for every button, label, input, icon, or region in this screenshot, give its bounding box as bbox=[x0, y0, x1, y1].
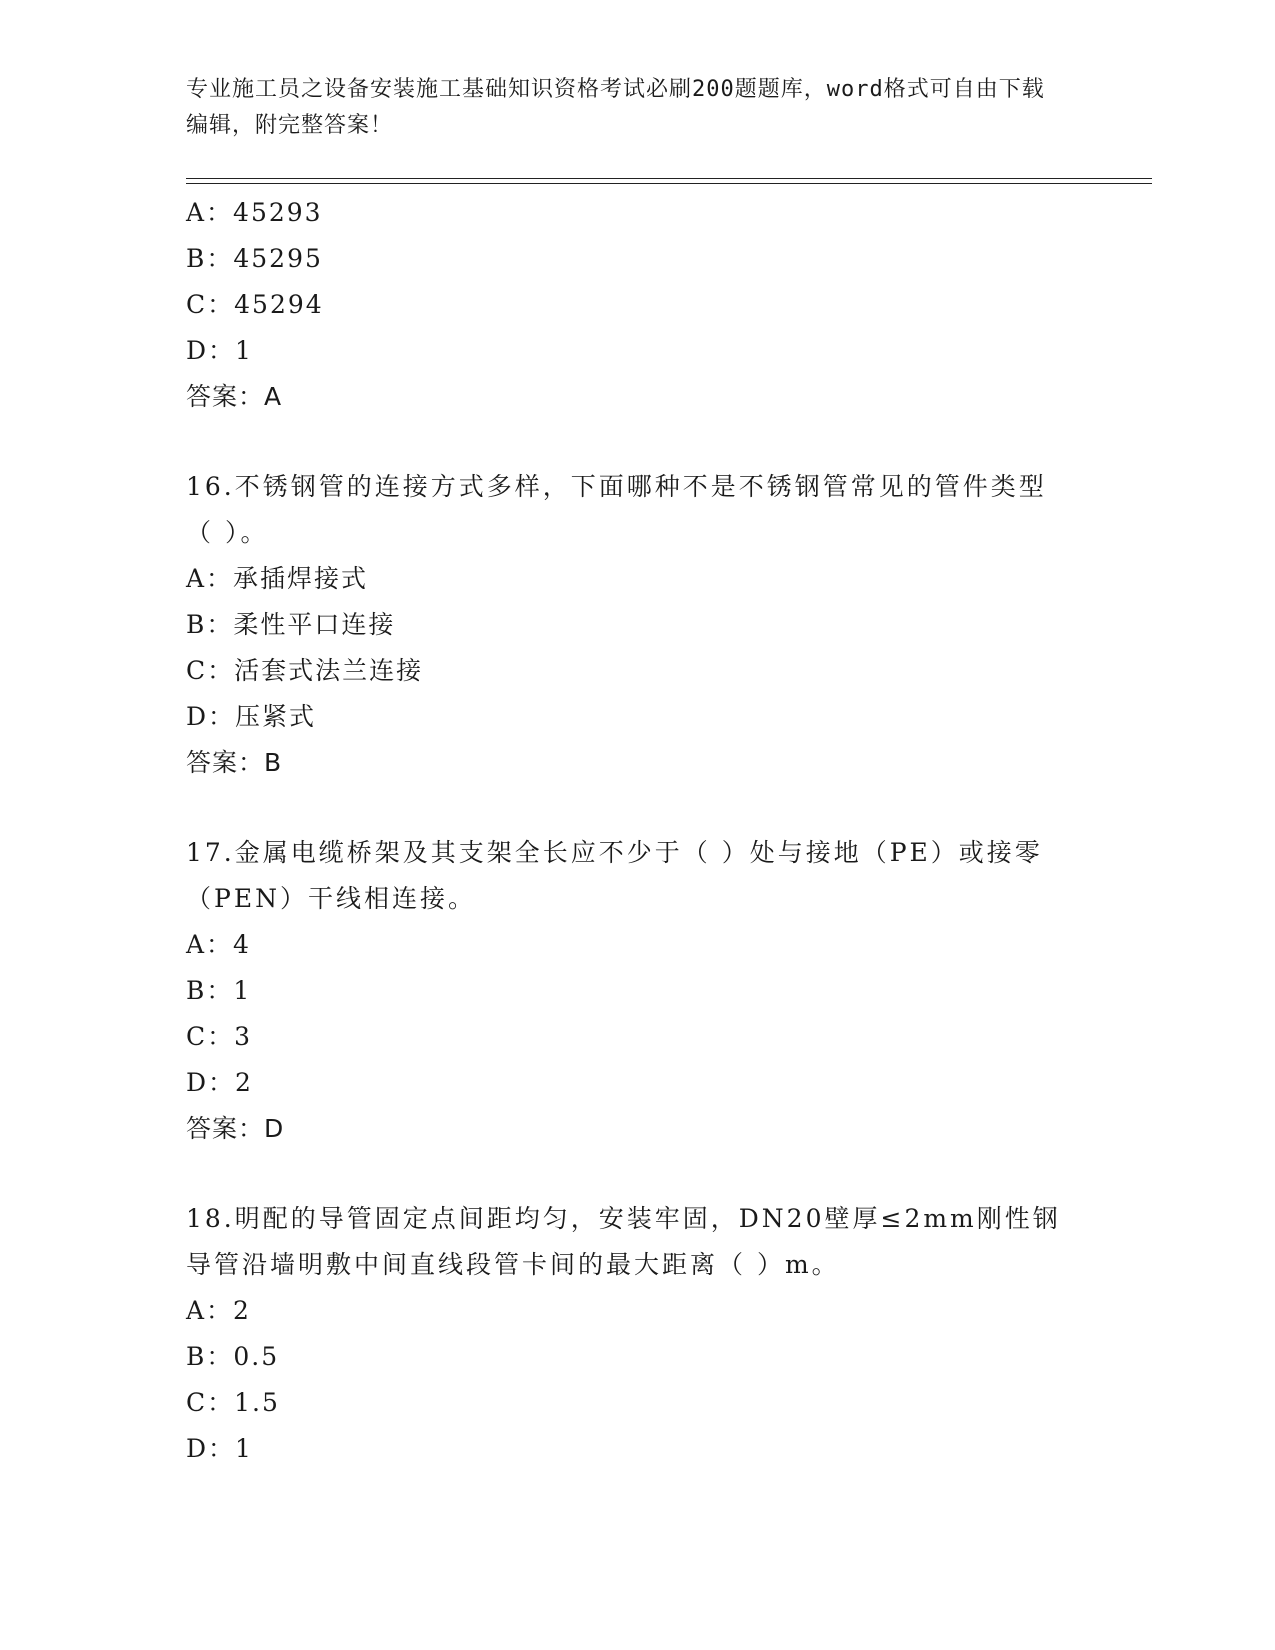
option-a: A：4 bbox=[186, 930, 251, 959]
option-d: D：1 bbox=[186, 1434, 253, 1463]
header-divider-bottom bbox=[186, 183, 1152, 184]
option-b: B：1 bbox=[186, 976, 252, 1005]
option-a: A：承插焊接式 bbox=[186, 564, 369, 593]
question-18 bbox=[186, 1196, 1086, 1472]
option-d: D：1 bbox=[186, 336, 253, 365]
question-text: 17.金属电缆桥架及其支架全长应不少于（ ）处与接地（PE）或接零（PEN）干线相连接。 bbox=[186, 838, 1043, 913]
option-b: B：柔性平口连接 bbox=[186, 610, 396, 639]
option-d: D：压紧式 bbox=[186, 702, 317, 731]
question-16 bbox=[186, 464, 1086, 786]
answer-line: 答案：A bbox=[186, 382, 283, 411]
question-text: 18.明配的导管固定点间距均匀，安装牢固，DN20壁厚≤2mm刚性钢导管沿墙明敷中间直线段管卡间的最大距离（ ）m。 bbox=[186, 1204, 1061, 1279]
question-text: 16.不锈钢管的连接方式多样，下面哪种不是不锈钢管常见的管件类型（ ）。 bbox=[186, 472, 1047, 547]
question-17 bbox=[186, 830, 1086, 1152]
answer-line: 答案：D bbox=[186, 1114, 285, 1143]
option-d: D：2 bbox=[186, 1068, 253, 1097]
question-15-continuation bbox=[186, 190, 1086, 420]
question-list bbox=[186, 190, 1086, 1472]
option-a: A：2 bbox=[186, 1296, 251, 1325]
option-c: C：活套式法兰连接 bbox=[186, 656, 424, 685]
option-a: A：45293 bbox=[186, 198, 323, 227]
document-header: 专业施工员之设备安装施工基础知识资格考试必刷200题题库，word格式可自由下载编辑，附完整答案！ bbox=[186, 77, 1045, 138]
option-c: C：45294 bbox=[186, 290, 324, 319]
option-b: B：45295 bbox=[186, 244, 323, 273]
option-b: B：0.5 bbox=[186, 1342, 280, 1371]
answer-line: 答案：B bbox=[186, 748, 283, 777]
header-divider-top bbox=[186, 178, 1152, 179]
option-c: C：1.5 bbox=[186, 1388, 280, 1417]
option-c: C：3 bbox=[186, 1022, 253, 1051]
